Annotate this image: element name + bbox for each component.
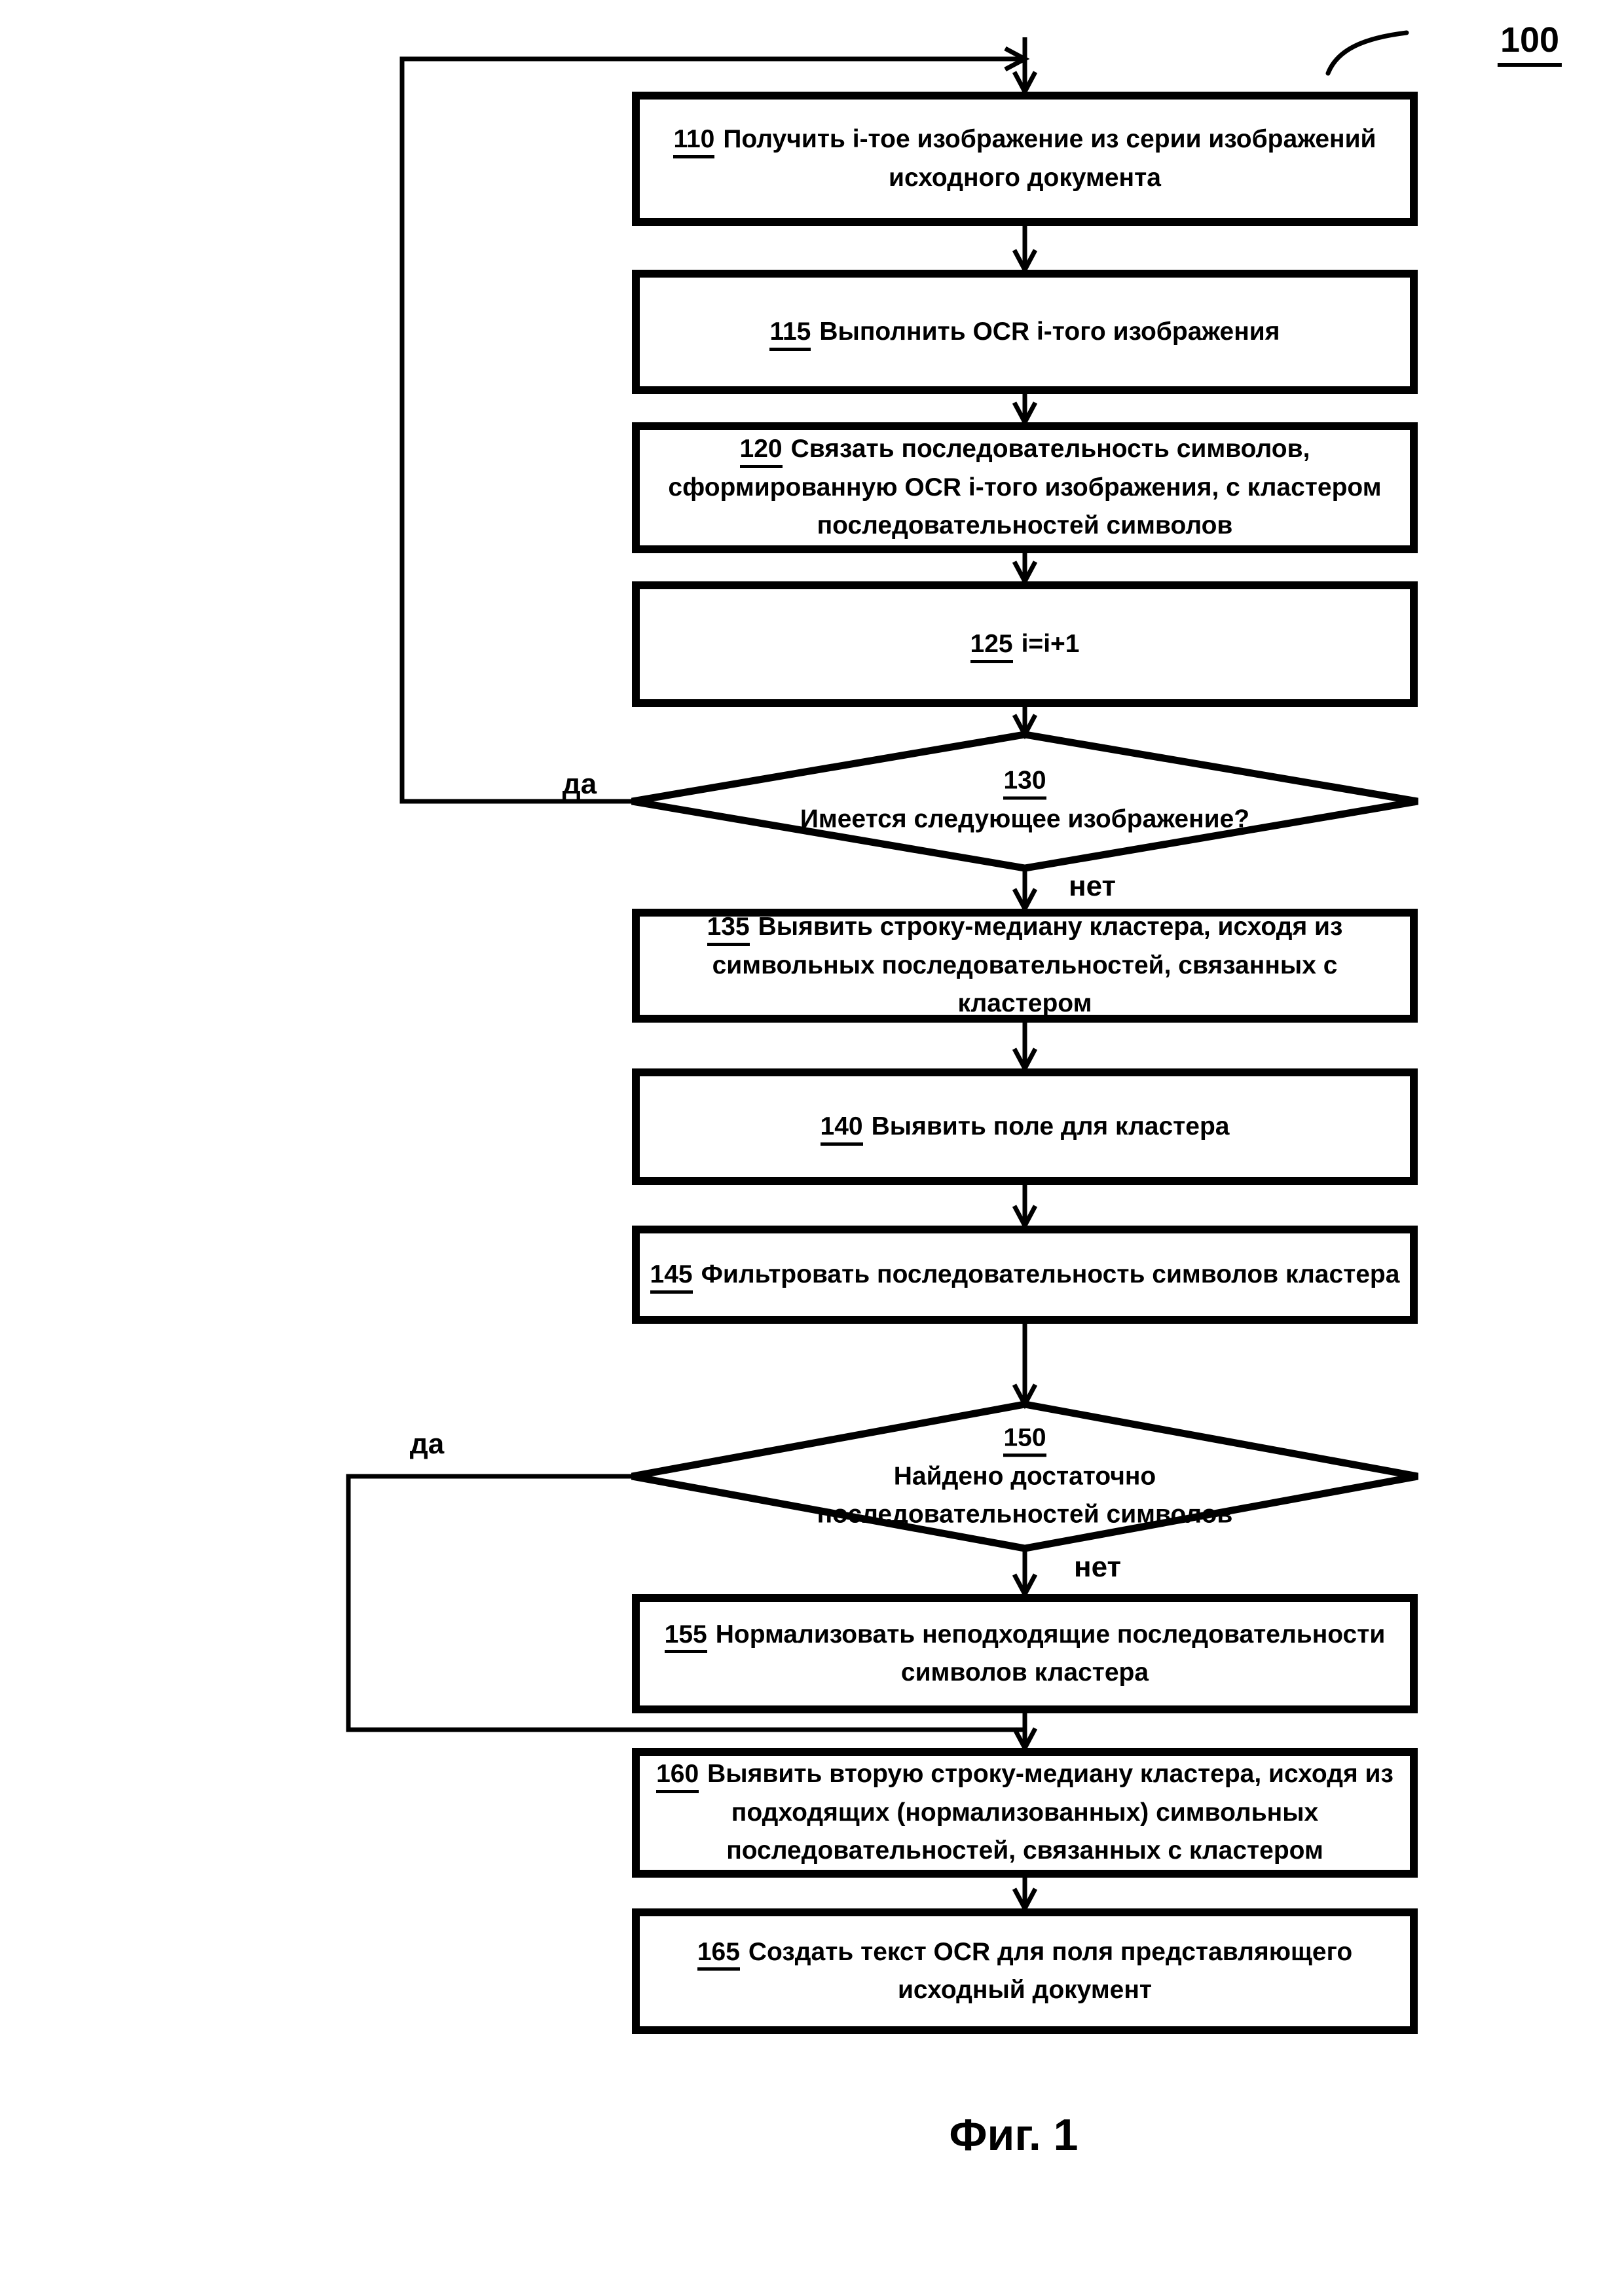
node-number-130: 130 xyxy=(1003,767,1046,800)
node-text-110: Получить i-тое изображение из серии изображений исходного документа xyxy=(723,125,1376,192)
node-number-150-line xyxy=(730,1419,1320,1457)
node-text-140: Выявить поле для кластера xyxy=(871,1112,1230,1140)
node-text-145: Фильтровать последовательность символов кластера xyxy=(701,1260,1400,1288)
figure-ref-number: 100 xyxy=(1498,20,1562,67)
no-label-130: нет xyxy=(1069,870,1116,902)
yes-label-150: да xyxy=(409,1428,445,1460)
node-text-165: Создать текст OCR для поля представляющего исходный документ xyxy=(748,1937,1353,2004)
figure-ref-swoosh-line xyxy=(1328,33,1407,73)
node-text-135: Выявить строку-медиану кластера, исходя из символьных последовательностей, связанных с кластером xyxy=(712,913,1343,1018)
node-text-150: Найдено достаточно последовательностей символов xyxy=(817,1461,1233,1529)
node-number-165: 165 xyxy=(697,1938,740,1971)
flow-node-160-label xyxy=(648,1755,1401,1870)
flow-node-115 xyxy=(632,270,1418,394)
node-number-130-line xyxy=(730,762,1320,801)
flow-node-120-label xyxy=(660,430,1389,545)
node-number-140: 140 xyxy=(821,1112,863,1146)
flow-node-120 xyxy=(632,422,1418,553)
node-number-145: 145 xyxy=(650,1260,693,1294)
node-text-130: Имеется следующее изображение? xyxy=(800,805,1250,833)
node-number-150: 150 xyxy=(1003,1423,1046,1457)
node-number-110: 110 xyxy=(673,125,714,158)
flow-node-110-label xyxy=(665,120,1384,197)
flow-node-145 xyxy=(632,1226,1418,1324)
no-label-150: нет xyxy=(1074,1551,1122,1583)
node-number-115: 115 xyxy=(769,318,811,351)
flow-node-145-label xyxy=(642,1256,1408,1294)
node-text-160: Выявить вторую строку-медиану кластера, исходя из подходящих (нормализованных) символьных последовательностей, связанных с кластером xyxy=(707,1760,1393,1865)
node-text-120: Связать последовательность символов, сформированную OCR i-того изображения, с кластером последовательностей символов xyxy=(668,435,1382,540)
node-text-155: Нормализовать неподходящие последовательности символов кластера xyxy=(715,1620,1386,1686)
node-text-125: i=i+1 xyxy=(1021,629,1080,658)
flow-node-110 xyxy=(632,92,1418,226)
yes-label-130: да xyxy=(562,768,597,800)
figure-caption: Фиг. 1 xyxy=(949,2110,1079,2160)
flow-node-140-label xyxy=(813,1108,1238,1146)
flow-node-155-label xyxy=(657,1616,1393,1692)
flow-node-140 xyxy=(632,1068,1418,1185)
node-number-160: 160 xyxy=(656,1760,699,1793)
flow-node-135 xyxy=(632,909,1418,1023)
flow-node-125 xyxy=(632,581,1418,707)
node-number-120: 120 xyxy=(740,435,783,468)
node-number-125: 125 xyxy=(970,630,1013,663)
node-number-135: 135 xyxy=(707,913,750,946)
flow-node-135-label xyxy=(640,908,1410,1023)
decision-130-label xyxy=(730,762,1320,839)
flow-node-125-label xyxy=(963,625,1088,664)
figure-ref-label xyxy=(1498,20,1562,67)
node-number-155: 155 xyxy=(665,1620,707,1654)
flow-node-115-label xyxy=(762,313,1287,352)
node-text-115: Выполнить OCR i-того изображения xyxy=(819,317,1280,346)
flow-node-165-label xyxy=(690,1933,1360,2010)
flow-node-165 xyxy=(632,1908,1418,2034)
decision-150-label xyxy=(730,1419,1320,1534)
flow-node-160 xyxy=(632,1748,1418,1878)
flow-node-155 xyxy=(632,1594,1418,1713)
